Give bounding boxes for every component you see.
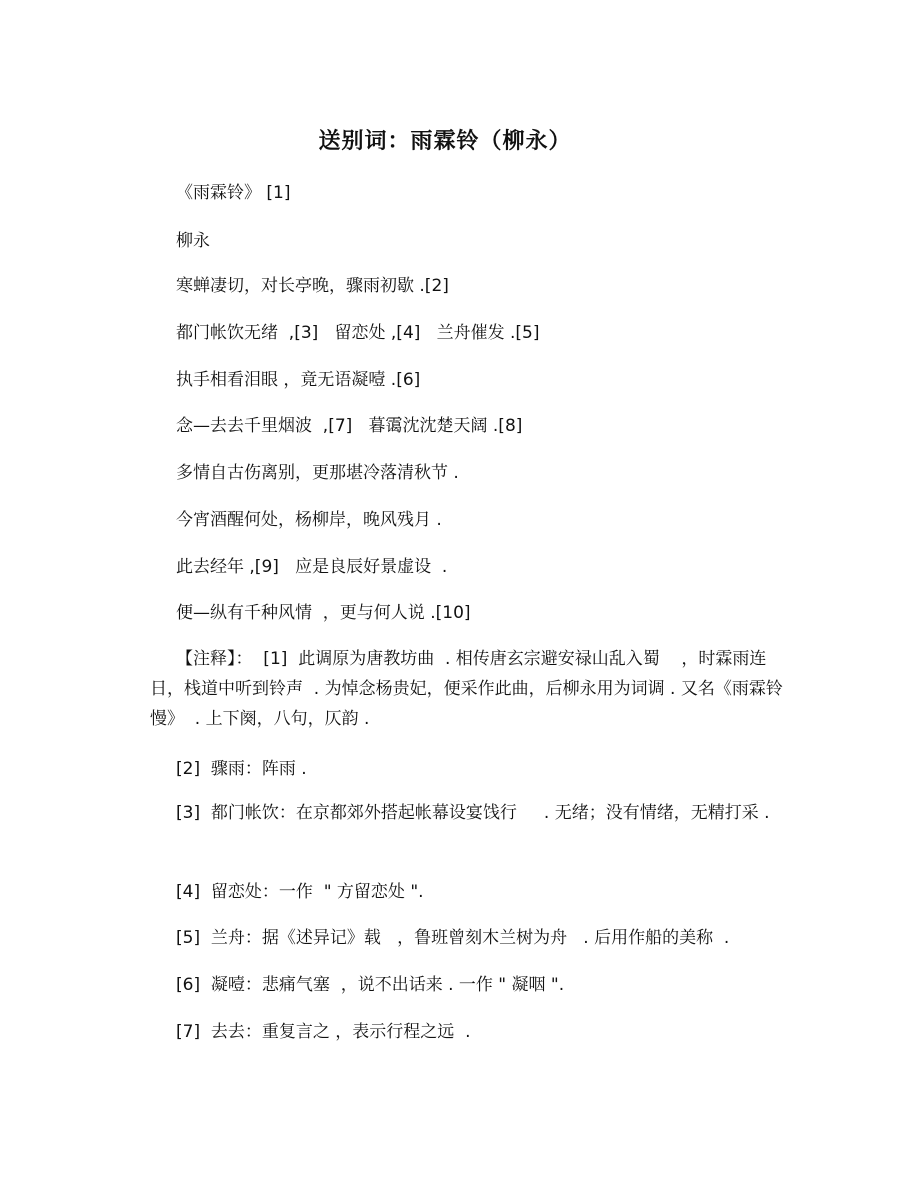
poem-title: 《雨霖铃》 [1] [176, 183, 291, 203]
annotation-note: [3] 都门帐饮：在京都郊外搭起帐幕设宴饯行 . 无绪；没有情绪，无精打采 . [176, 803, 770, 823]
verse-line: 都门帐饮无绪 ,[3] 留恋处 ,[4] 兰舟催发 .[5] [176, 323, 540, 343]
annotation-note: [2] 骤雨：阵雨 . [176, 759, 307, 779]
annotation-note: [5] 兰舟：据《述异记》载 ，鲁班曾刻木兰树为舟 . 后用作船的美称 . [176, 928, 730, 948]
verse-line: 寒蝉凄切，对长亭晚，骤雨初歇 .[2] [176, 276, 449, 296]
verse-line: 今宵酒醒何处，杨柳岸，晚风残月 . [176, 510, 442, 530]
annotation-intro: 【注释】： [1] 此调原为唐教坊曲 . 相传唐玄宗避安禄山乱入蜀 ，时霖雨连日，栈道中听到铃声 . 为悼念杨贵妃，便采作此曲，后柳永用为词调 . 又名《雨霖铃慢》 . 上下阕，八句，仄韵 . [150, 649, 783, 729]
verse-line: 执手相看泪眼 ，竟无语凝噎 .[6] [176, 370, 421, 390]
verse-line: 多情自古伤离别，更那堪冷落清秋节 . [176, 463, 459, 483]
document-title: 送别词：雨霖铃（柳永） [318, 129, 572, 154]
annotation-note: [7] 去去：重复言之 ，表示行程之远 . [176, 1022, 471, 1042]
annotation-note: [4] 留恋处：一作 " 方留恋处 ". [176, 882, 424, 902]
poem-author: 柳永 [176, 231, 210, 251]
annotation-note: [6] 凝噎：悲痛气塞 ，说不出话来 . 一作 " 凝咽 ". [176, 975, 565, 995]
verse-line: 念—去去千里烟波 ,[7] 暮霭沈沈楚天阔 .[8] [176, 416, 523, 436]
verse-line: 便—纵有千种风情 ，更与何人说 .[10] [176, 603, 471, 623]
verse-line: 此去经年 ,[9] 应是良辰好景虚设 . [176, 557, 448, 577]
